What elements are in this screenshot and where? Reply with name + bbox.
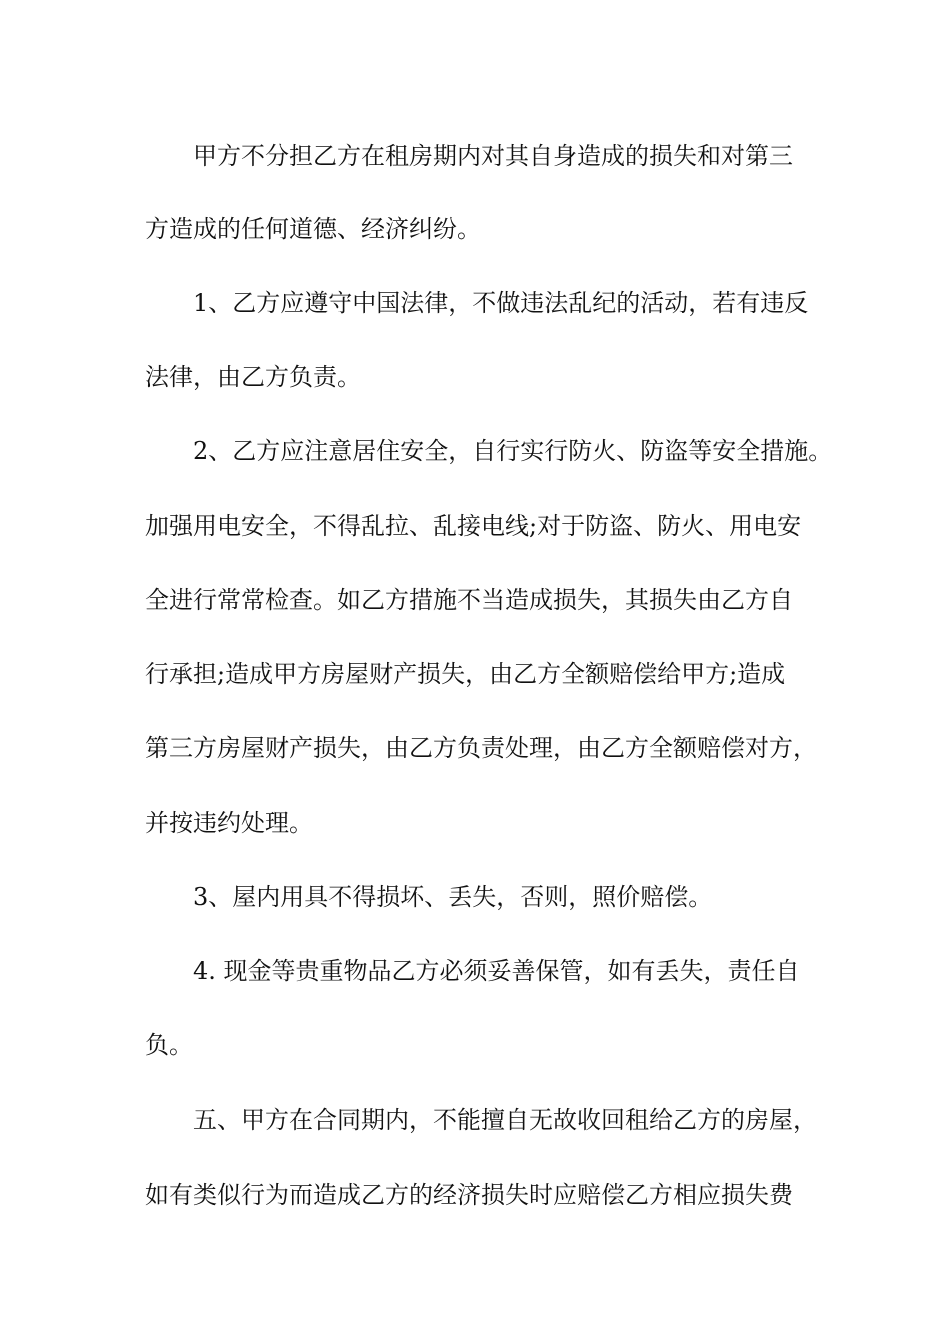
paragraph-line: 行承担;造成甲方房屋财产损失，由乙方全额赔偿给甲方;造成 [145,660,786,688]
paragraph-line: 并按违约处理。 [145,809,313,837]
paragraph-line: 方造成的任何道德、经济纠纷。 [145,215,481,243]
paragraph-line: 如有类似行为而造成乙方的经济损失时应赔偿乙方相应损失费 [145,1181,793,1209]
paragraph-line: 4. 现金等贵重物品乙方必须妥善保管，如有丢失，责任自 [193,957,800,985]
paragraph-line: 第三方房屋财产损失，由乙方负责处理，由乙方全额赔偿对方， [145,734,817,762]
paragraph-line: 1、乙方应遵守中国法律，不做违法乱纪的活动，若有违反 [193,289,809,317]
paragraph-line: 负。 [145,1031,193,1059]
paragraph-line: 全进行常常检查。如乙方措施不当造成损失，其损失由乙方自 [145,586,793,614]
paragraph-line: 法律，由乙方负责。 [145,363,361,391]
paragraph-line: 2、乙方应注意居住安全，自行实行防火、防盗等安全措施。 [193,437,833,465]
paragraph-line: 甲方不分担乙方在租房期内对其自身造成的损失和对第三 [193,142,793,170]
paragraph-line: 加强用电安全，不得乱拉、乱接电线;对于防盗、防火、用电安 [145,512,802,540]
paragraph-line: 五、甲方在合同期内，不能擅自无故收回租给乙方的房屋， [193,1106,817,1134]
paragraph-line: 3、屋内用具不得损坏、丢失，否则，照价赔偿。 [193,883,713,911]
